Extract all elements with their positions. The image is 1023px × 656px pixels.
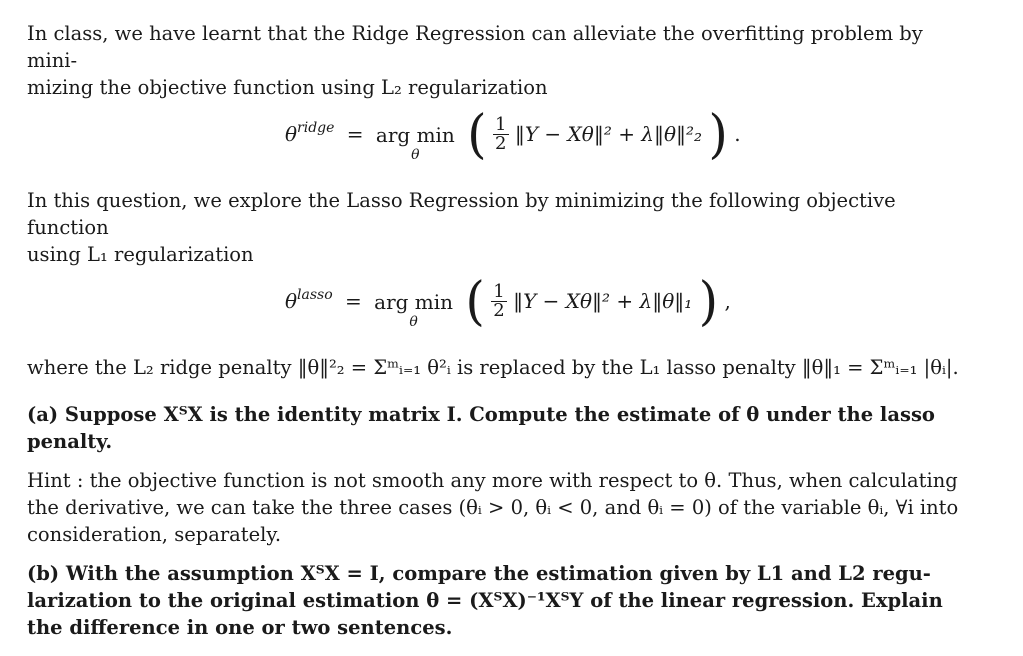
hint-block — [27, 467, 977, 548]
lasso-argmin-label: arg min — [374, 289, 454, 314]
ridge-frac-num: 1 — [495, 113, 507, 135]
question-a-line-2: penalty. — [27, 430, 113, 453]
question-b-line-1: (b) With the assumption XᵀX = I, compare the estimation given by L1 and L2 regu- — [27, 562, 931, 585]
intro-line-1: In class, we have learnt that the Ridge Regression can alleviate the overfitting problem by mini- — [27, 22, 923, 72]
question-b — [27, 560, 977, 641]
hint-line-2: the derivative, we can take the three cases (θᵢ > 0, θᵢ < 0, and θᵢ = 0) of the variable θᵢ, ∀i into — [27, 496, 959, 519]
ridge-tail: . — [734, 122, 741, 146]
ridge-equation — [27, 103, 977, 181]
lasso-sup: lasso — [297, 287, 333, 303]
lasso-equation — [27, 270, 977, 348]
question-a-line-1: (a) Suppose XᵀX is the identity matrix I. Compute the estimate of θ under the lasso — [27, 403, 935, 426]
ridge-fraction — [493, 113, 508, 154]
question-b-line-2: larization to the original estimation θ = (XᵀX)⁻¹XᵀY of the linear regression. Explain — [27, 589, 943, 612]
document-page — [27, 20, 977, 641]
ridge-argmin-sub: θ — [411, 146, 420, 163]
question-b-line-3: the difference in one or two sentences. — [27, 616, 453, 639]
lasso-argmin-sub: θ — [409, 313, 418, 330]
lasso-intro-line-2: using L₁ regularization — [27, 243, 254, 266]
lasso-left-paren: ( — [465, 270, 485, 332]
ridge-argmin-label: arg min — [375, 122, 455, 147]
penalty-text: where the L₂ ridge penalty ‖θ‖²₂ = Σᵐᵢ₌₁ θ²ᵢ is replaced by the L₁ lasso penalty ‖θ‖₁ = Σᵐᵢ₌₁ |θᵢ|. — [27, 356, 959, 379]
intro-line-2: mizing the objective function using L₂ regularization — [27, 76, 548, 99]
ridge-equals: = — [346, 122, 364, 146]
ridge-body: ‖Y − Xθ‖² + λ‖θ‖²₂ — [514, 122, 703, 146]
ridge-theta: θ — [285, 122, 298, 146]
lasso-equals: = — [345, 289, 362, 313]
ridge-right-paren: ) — [708, 103, 728, 165]
ridge-argmin — [376, 123, 455, 165]
lasso-right-paren: ) — [698, 270, 719, 332]
lasso-argmin — [374, 290, 453, 332]
hint-line-1: Hint : the objective function is not smooth any more with respect to θ. Thus, when calculating — [27, 469, 958, 492]
lasso-frac-num: 1 — [493, 280, 505, 302]
lasso-frac-den: 2 — [493, 299, 505, 321]
lasso-tail: , — [724, 289, 731, 313]
lasso-theta: θ — [285, 289, 298, 313]
ridge-left-paren: ( — [467, 103, 487, 165]
ridge-sup: ridge — [297, 120, 335, 136]
ridge-frac-den: 2 — [495, 132, 507, 154]
hint-line-3: consideration, separately. — [27, 523, 282, 546]
lasso-fraction — [491, 280, 506, 321]
lasso-body: ‖Y − Xθ‖² + λ‖θ‖₁ — [513, 289, 693, 313]
lasso-intro-line-1: In this question, we explore the Lasso Regression by minimizing the following objective function — [27, 189, 896, 239]
question-a — [27, 401, 977, 455]
